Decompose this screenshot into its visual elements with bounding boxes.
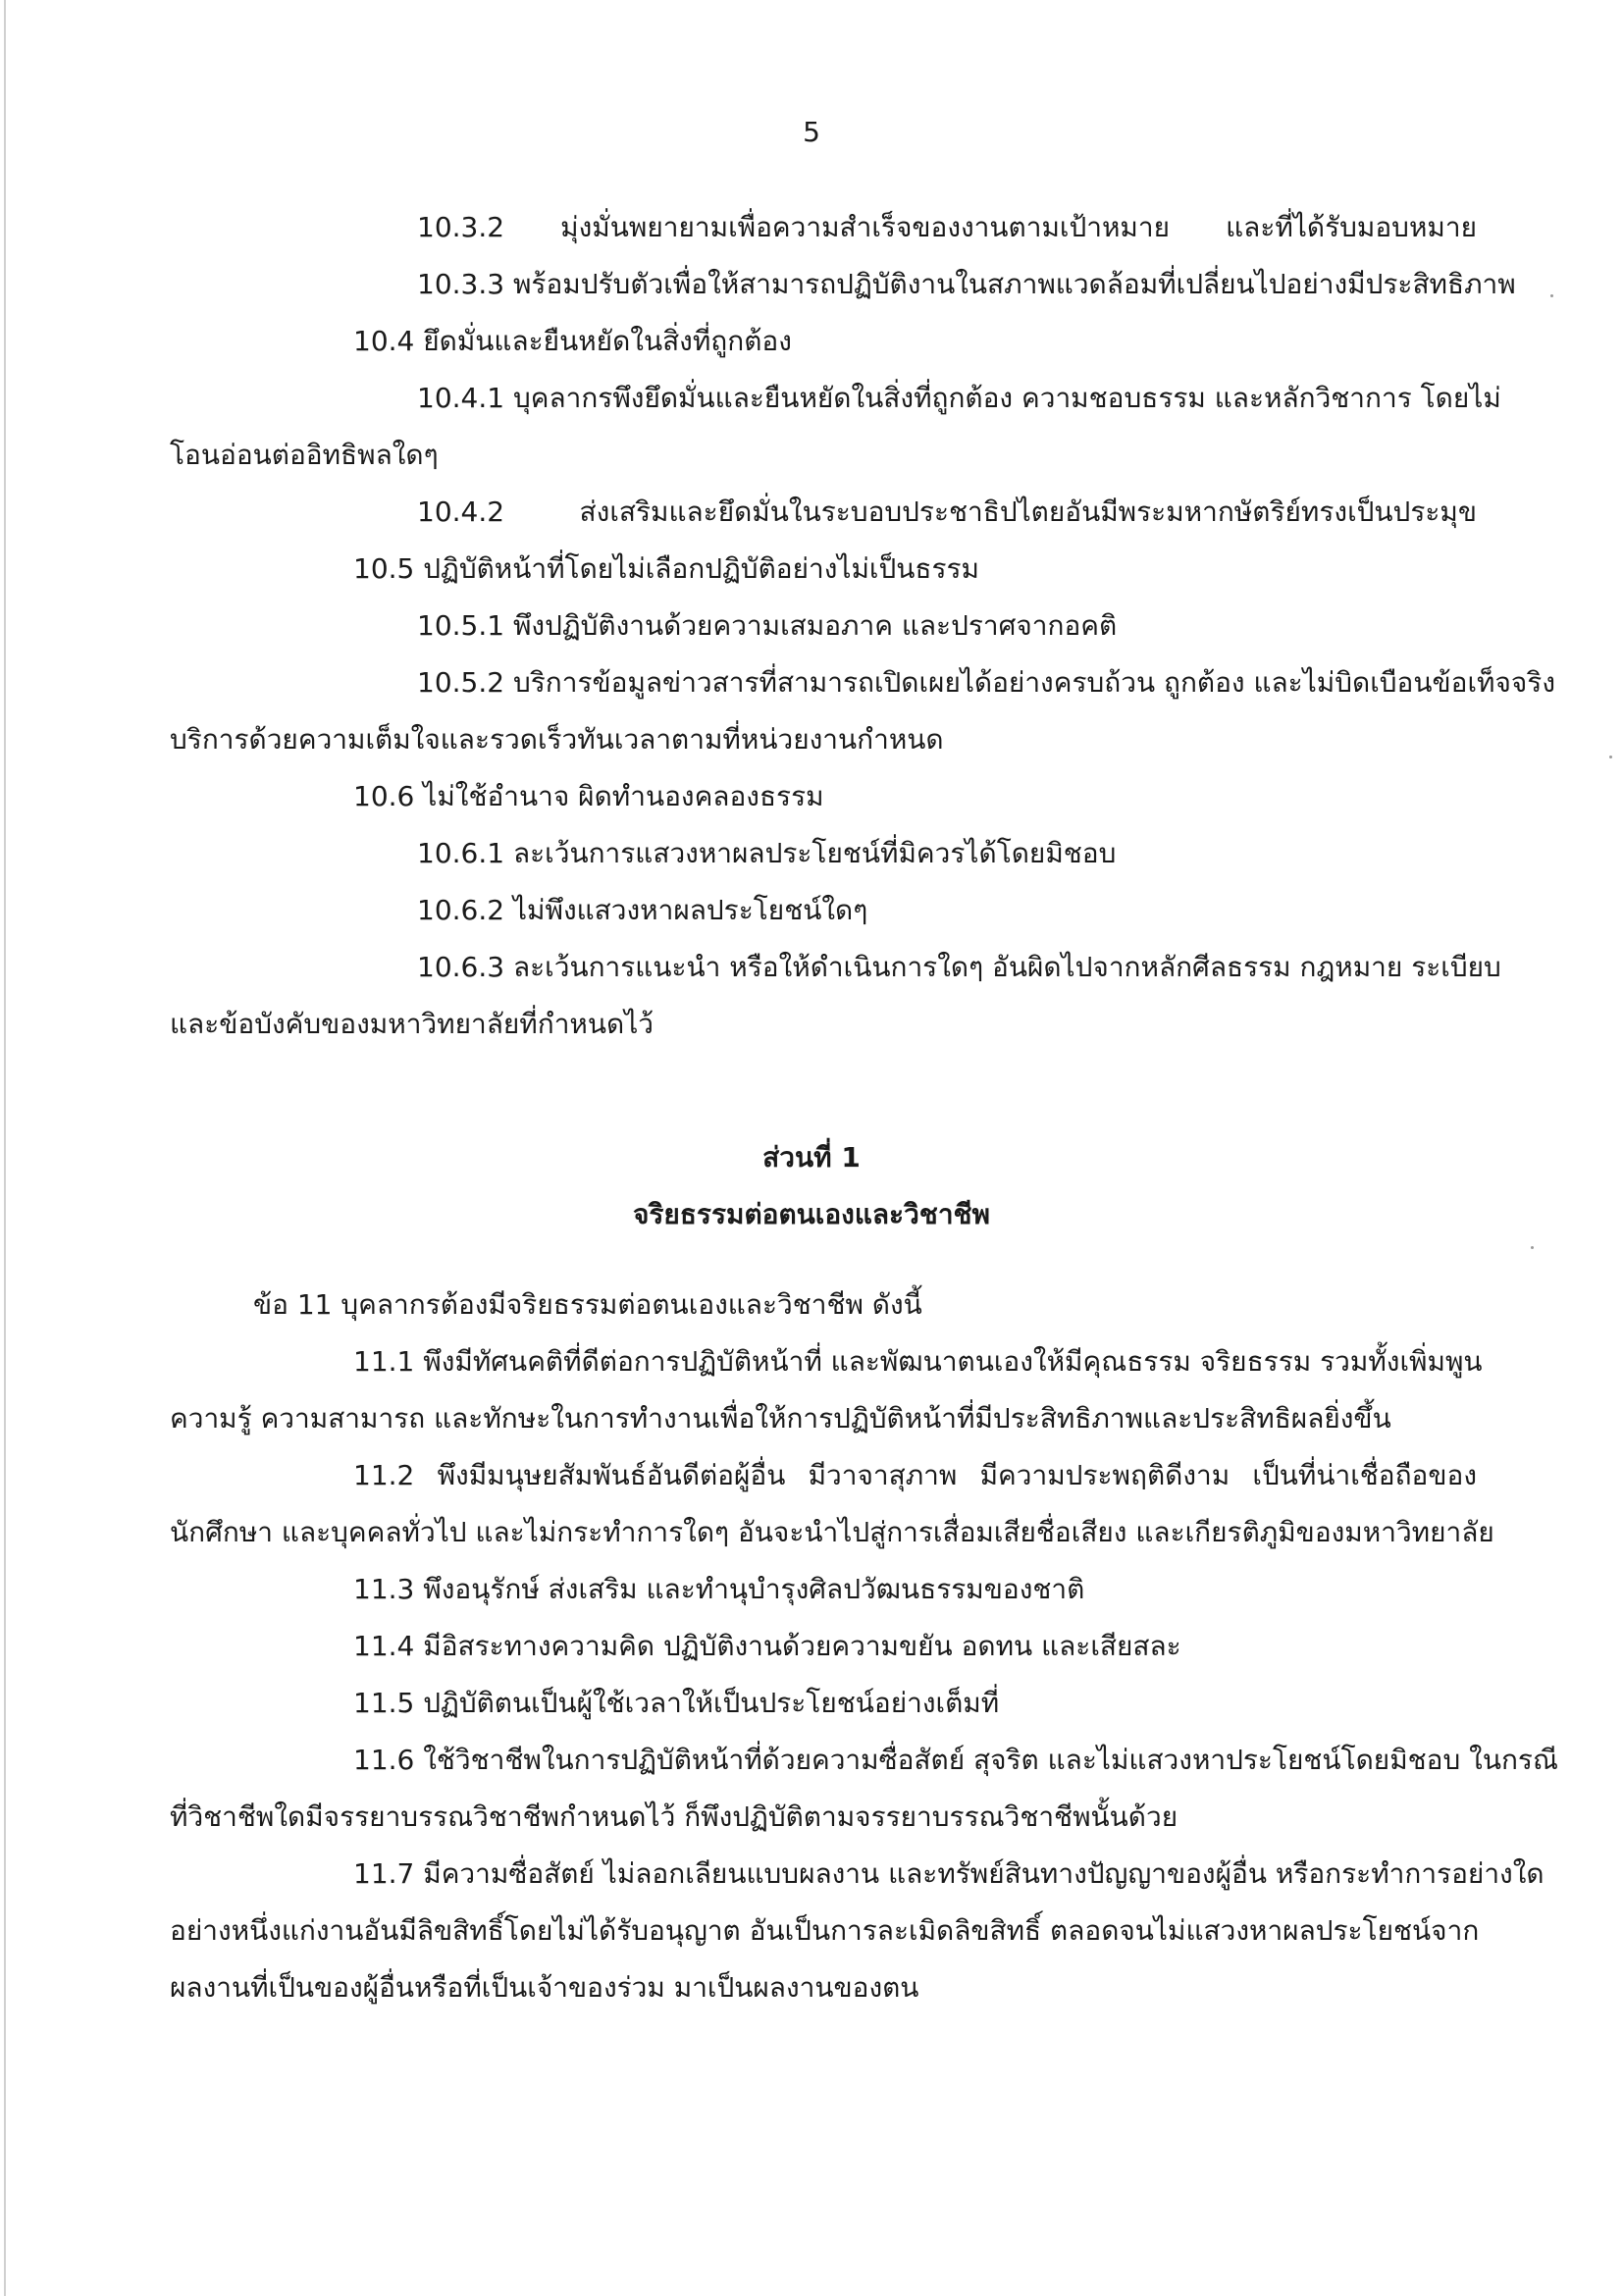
- scan-speck: [1550, 294, 1553, 297]
- clause-10-5-2: 10.5.2 บริการข้อมูลข่าวสารที่สามารถเปิดเผยได้อย่างครบถ้วน ถูกต้อง และไม่บิดเบือนข้อเท็จจริง: [417, 666, 1556, 699]
- scan-speck: [1531, 1246, 1534, 1249]
- clause-11-6: 11.6 ใช้วิชาชีพในการปฏิบัติหน้าที่ด้วยความซื่อสัตย์ สุจริต และไม่แสวงหาประโยชน์โดยมิชอบ ในกรณี: [353, 1744, 1558, 1776]
- clause-11-6-cont: ที่วิชาชีพใดมีจรรยาบรรณวิชาชีพกำหนดไว้ ก็พึงปฏิบัติตามจรรยาบรรณวิชาชีพนั้นด้วย: [170, 1800, 1178, 1833]
- clause-11-5: 11.5 ปฏิบัติตนเป็นผู้ใช้เวลาให้เป็นประโยชน์อย่างเต็มที่: [353, 1687, 1000, 1719]
- clause-10-6-1: 10.6.1 ละเว้นการแสวงหาผลประโยชน์ที่มิควรได้โดยมิชอบ: [417, 837, 1117, 869]
- clause-11-7-cont-1: อย่างหนึ่งแก่งานอันมีลิขสิทธิ์โดยไม่ได้รับอนุญาต อันเป็นการละเมิดลิขสิทธิ์ ตลอดจนไม่แสวงหาผลประโยชน์จาก: [170, 1914, 1480, 1947]
- clause-10-5-2-cont: บริการด้วยความเต็มใจและรวดเร็วทันเวลาตามที่หน่วยงานกำหนด: [170, 723, 944, 756]
- clause-10-6-2: 10.6.2 ไม่พึงแสวงหาผลประโยชน์ใดๆ: [417, 894, 868, 926]
- clause-10-6: 10.6 ไม่ใช้อำนาจ ผิดทำนองคลองธรรม: [353, 780, 824, 812]
- clause-10-6-3: 10.6.3 ละเว้นการแนะนำ หรือให้ดำเนินการใดๆ อันผิดไปจากหลักศีลธรรม กฎหมาย ระเบียบ: [417, 951, 1501, 983]
- section-subtitle: จริยธรรมต่อตนเองและวิชาชีพ: [632, 1198, 990, 1230]
- clause-11-1: 11.1 พึงมีทัศนคติที่ดีต่อการปฏิบัติหน้าที่ และพัฒนาตนเองให้มีคุณธรรม จริยธรรม รวมทั้งเพิ่มพูน: [353, 1345, 1483, 1378]
- page-number: 5: [803, 116, 820, 148]
- clause-10-4-1-cont: โอนอ่อนต่ออิทธิพลใดๆ: [170, 439, 439, 471]
- clause-11-2-cont: นักศึกษา และบุคคลทั่วไป และไม่กระทำการใดๆ อันจะนำไปสู่การเสื่อมเสียชื่อเสียง และเกียรติภูมิของมหาวิทยาลัย: [170, 1516, 1494, 1548]
- clause-10-6-3-cont: และข้อบังคับของมหาวิทยาลัยที่กำหนดไว้: [170, 1008, 654, 1040]
- clause-11-3: 11.3 พึงอนุรักษ์ ส่งเสริม และทำนุบำรุงศิลปวัฒนธรรมของชาติ: [353, 1573, 1085, 1605]
- section-title: ส่วนที่ 1: [762, 1141, 861, 1174]
- clause-10-4-1: 10.4.1 บุคลากรพึงยึดมั่นและยืนหยัดในสิ่งที่ถูกต้อง ความชอบธรรม และหลักวิชาการ โดยไม่: [417, 382, 1501, 414]
- clause-10-3-3: 10.3.3 พร้อมปรับตัวเพื่อให้สามารถปฏิบัติงานในสภาพแวดล้อมที่เปลี่ยนไปอย่างมีประสิทธิภาพ: [417, 268, 1516, 300]
- clause-11-1-cont: ความรู้ ความสามารถ และทักษะในการทำงานเพื่อให้การปฏิบัติหน้าที่มีประสิทธิภาพและประสิทธิผลยิ่งขึ้น: [170, 1402, 1391, 1435]
- clause-10-4-2: 10.4.2 ส่งเสริมและยึดมั่นในระบอบประชาธิปไตยอันมีพระมหากษัตริย์ทรงเป็นประมุข: [417, 496, 1477, 528]
- scan-speck: [1609, 756, 1612, 758]
- clause-10-4: 10.4 ยึดมั่นและยืนหยัดในสิ่งที่ถูกต้อง: [353, 325, 792, 357]
- clause-10-3-2: 10.3.2 มุ่งมั่นพยายามเพื่อความสำเร็จของงานตามเป้าหมาย และที่ได้รับมอบหมาย: [417, 211, 1477, 243]
- clause-11-4: 11.4 มีอิสระทางความคิด ปฏิบัติงานด้วยความขยัน อดทน และเสียสละ: [353, 1630, 1181, 1662]
- article-11-intro: ข้อ 11 บุคลากรต้องมีจริยธรรมต่อตนเองและวิชาชีพ ดังนี้: [253, 1288, 922, 1321]
- clause-10-5: 10.5 ปฏิบัติหน้าที่โดยไม่เลือกปฏิบัติอย่างไม่เป็นธรรม: [353, 552, 980, 585]
- clause-10-5-1: 10.5.1 พึงปฏิบัติงานด้วยความเสมอภาค และปราศจากอคติ: [417, 609, 1118, 642]
- clause-11-7: 11.7 มีความซื่อสัตย์ ไม่ลอกเลียนแบบผลงาน และทรัพย์สินทางปัญญาของผู้อื่น หรือกระทำการอย่างใด: [353, 1857, 1544, 1890]
- clause-11-2: 11.2 พึงมีมนุษยสัมพันธ์อันดีต่อผู้อื่น มีวาจาสุภาพ มีความประพฤติดีงาม เป็นที่น่าเชื่อถือของ: [353, 1459, 1477, 1491]
- clause-11-7-cont-2: ผลงานที่เป็นของผู้อื่นหรือที่เป็นเจ้าของร่วม มาเป็นผลงานของตน: [170, 1971, 919, 2004]
